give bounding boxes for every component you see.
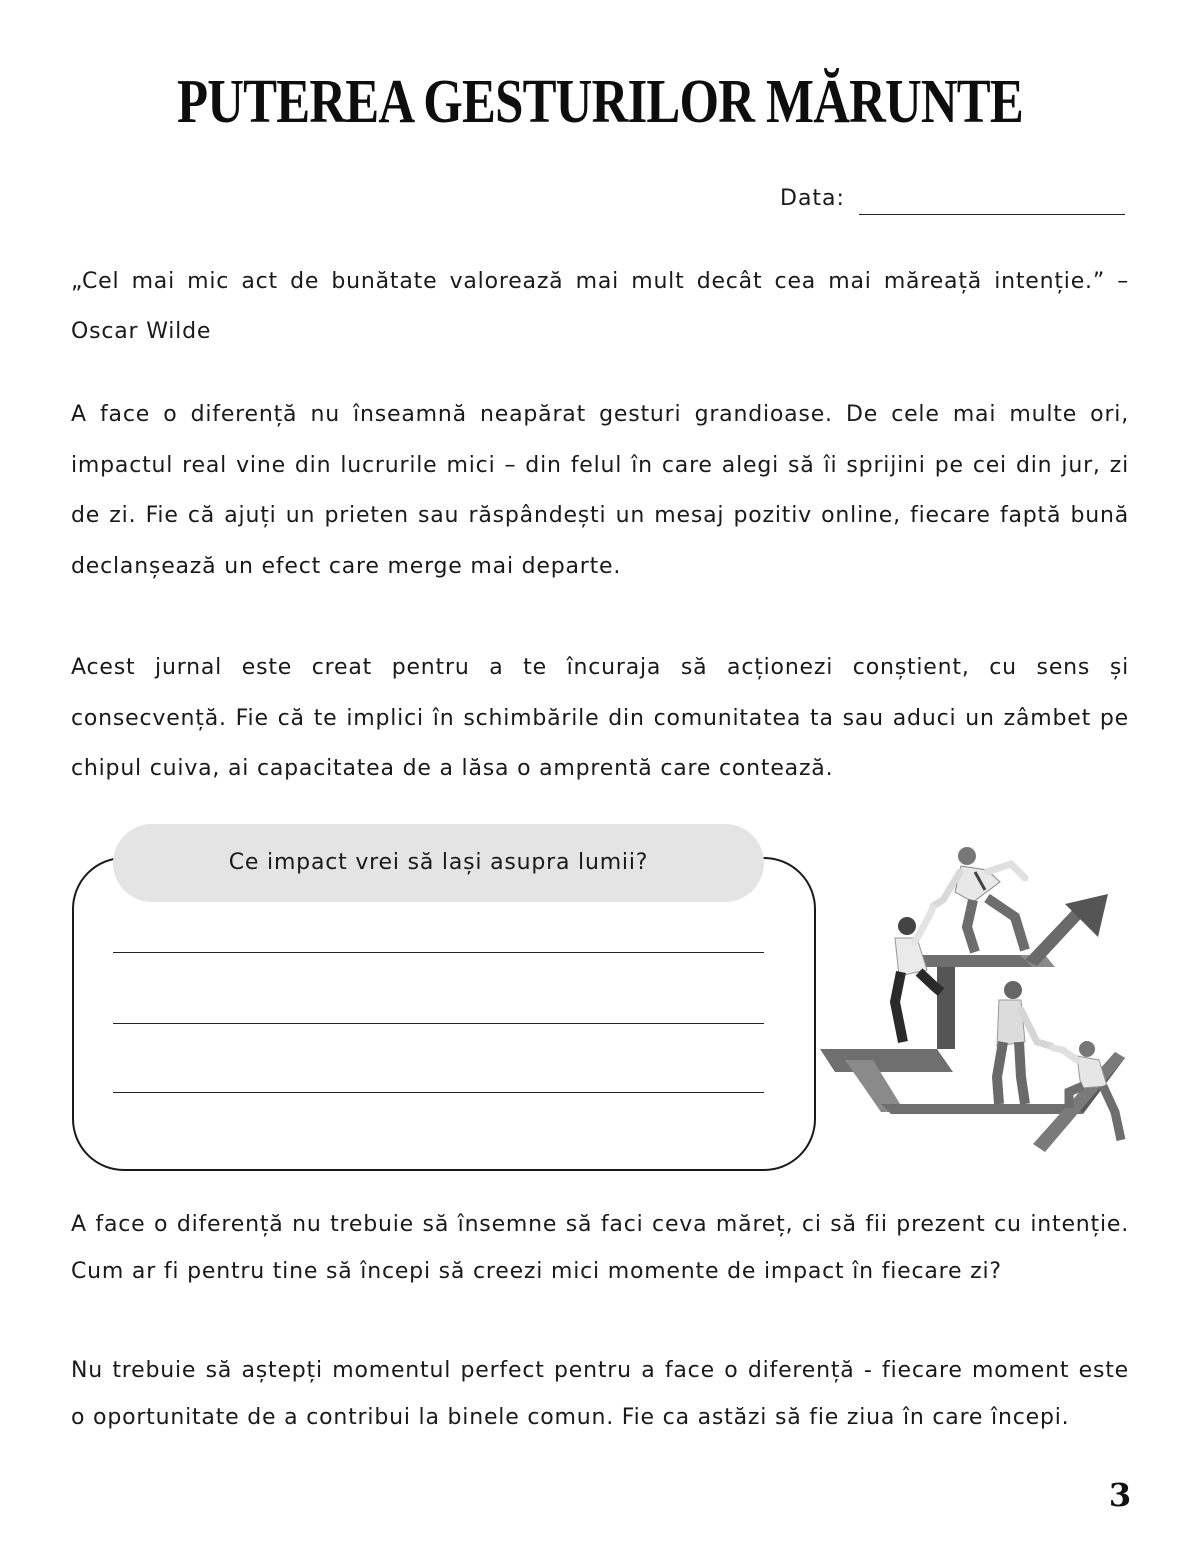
page-title: PUTEREA GESTURILOR MĂRUNTE: [177, 68, 1023, 136]
answer-line-3[interactable]: [113, 1092, 764, 1093]
prompt-question: Ce impact vrei să lași asupra lumii?: [113, 824, 764, 902]
journal-purpose-paragraph: Acest jurnal este creat pentru a te încuraja să acționezi conștient, cu sens și consecvență. Fie că te implici în schimbările din comunitatea ta sau aduci un zâmbet pe chipul cuiva, ai capacitatea de a lăsa o amprentă care contează.: [71, 655, 1129, 781]
people-helping-climb-stairs-icon: [815, 842, 1135, 1162]
answer-box: [72, 857, 816, 1171]
date-input-line[interactable]: [859, 214, 1125, 215]
closing-paragraph: Nu trebuie să aștepți momentul perfect pentru a face o diferență - fiecare moment este o oportunitate de a contribui la binele comun. Fie ca astăzi să fie ziua în care începi.: [71, 1358, 1129, 1430]
answer-line-1[interactable]: [113, 952, 764, 953]
date-label: Data:: [780, 186, 845, 211]
page-number: 3: [1108, 1476, 1132, 1514]
answer-line-2[interactable]: [113, 1023, 764, 1024]
quote: „Cel mai mic act de bunătate valorează mai mult decât cea mai măreață intenție.” – Oscar Wilde: [71, 269, 1129, 344]
reflection-paragraph: A face o diferență nu trebuie să însemne să faci ceva măreț, ci să fii prezent cu intenție. Cum ar fi pentru tine să începi să creezi mici momente de impact în fiecare zi?: [71, 1212, 1129, 1284]
intro-paragraph: A face o diferență nu înseamnă neapărat gesturi grandioase. De cele mai multe ori, impactul real vine din lucrurile mici – din felul în care alegi să îi sprijini pe cei din jur, zi de zi. Fie că ajuți un prieten sau răspândești un mesaj pozitiv online, fiecare faptă bună declanșează un efect care merge mai departe.: [71, 402, 1129, 579]
